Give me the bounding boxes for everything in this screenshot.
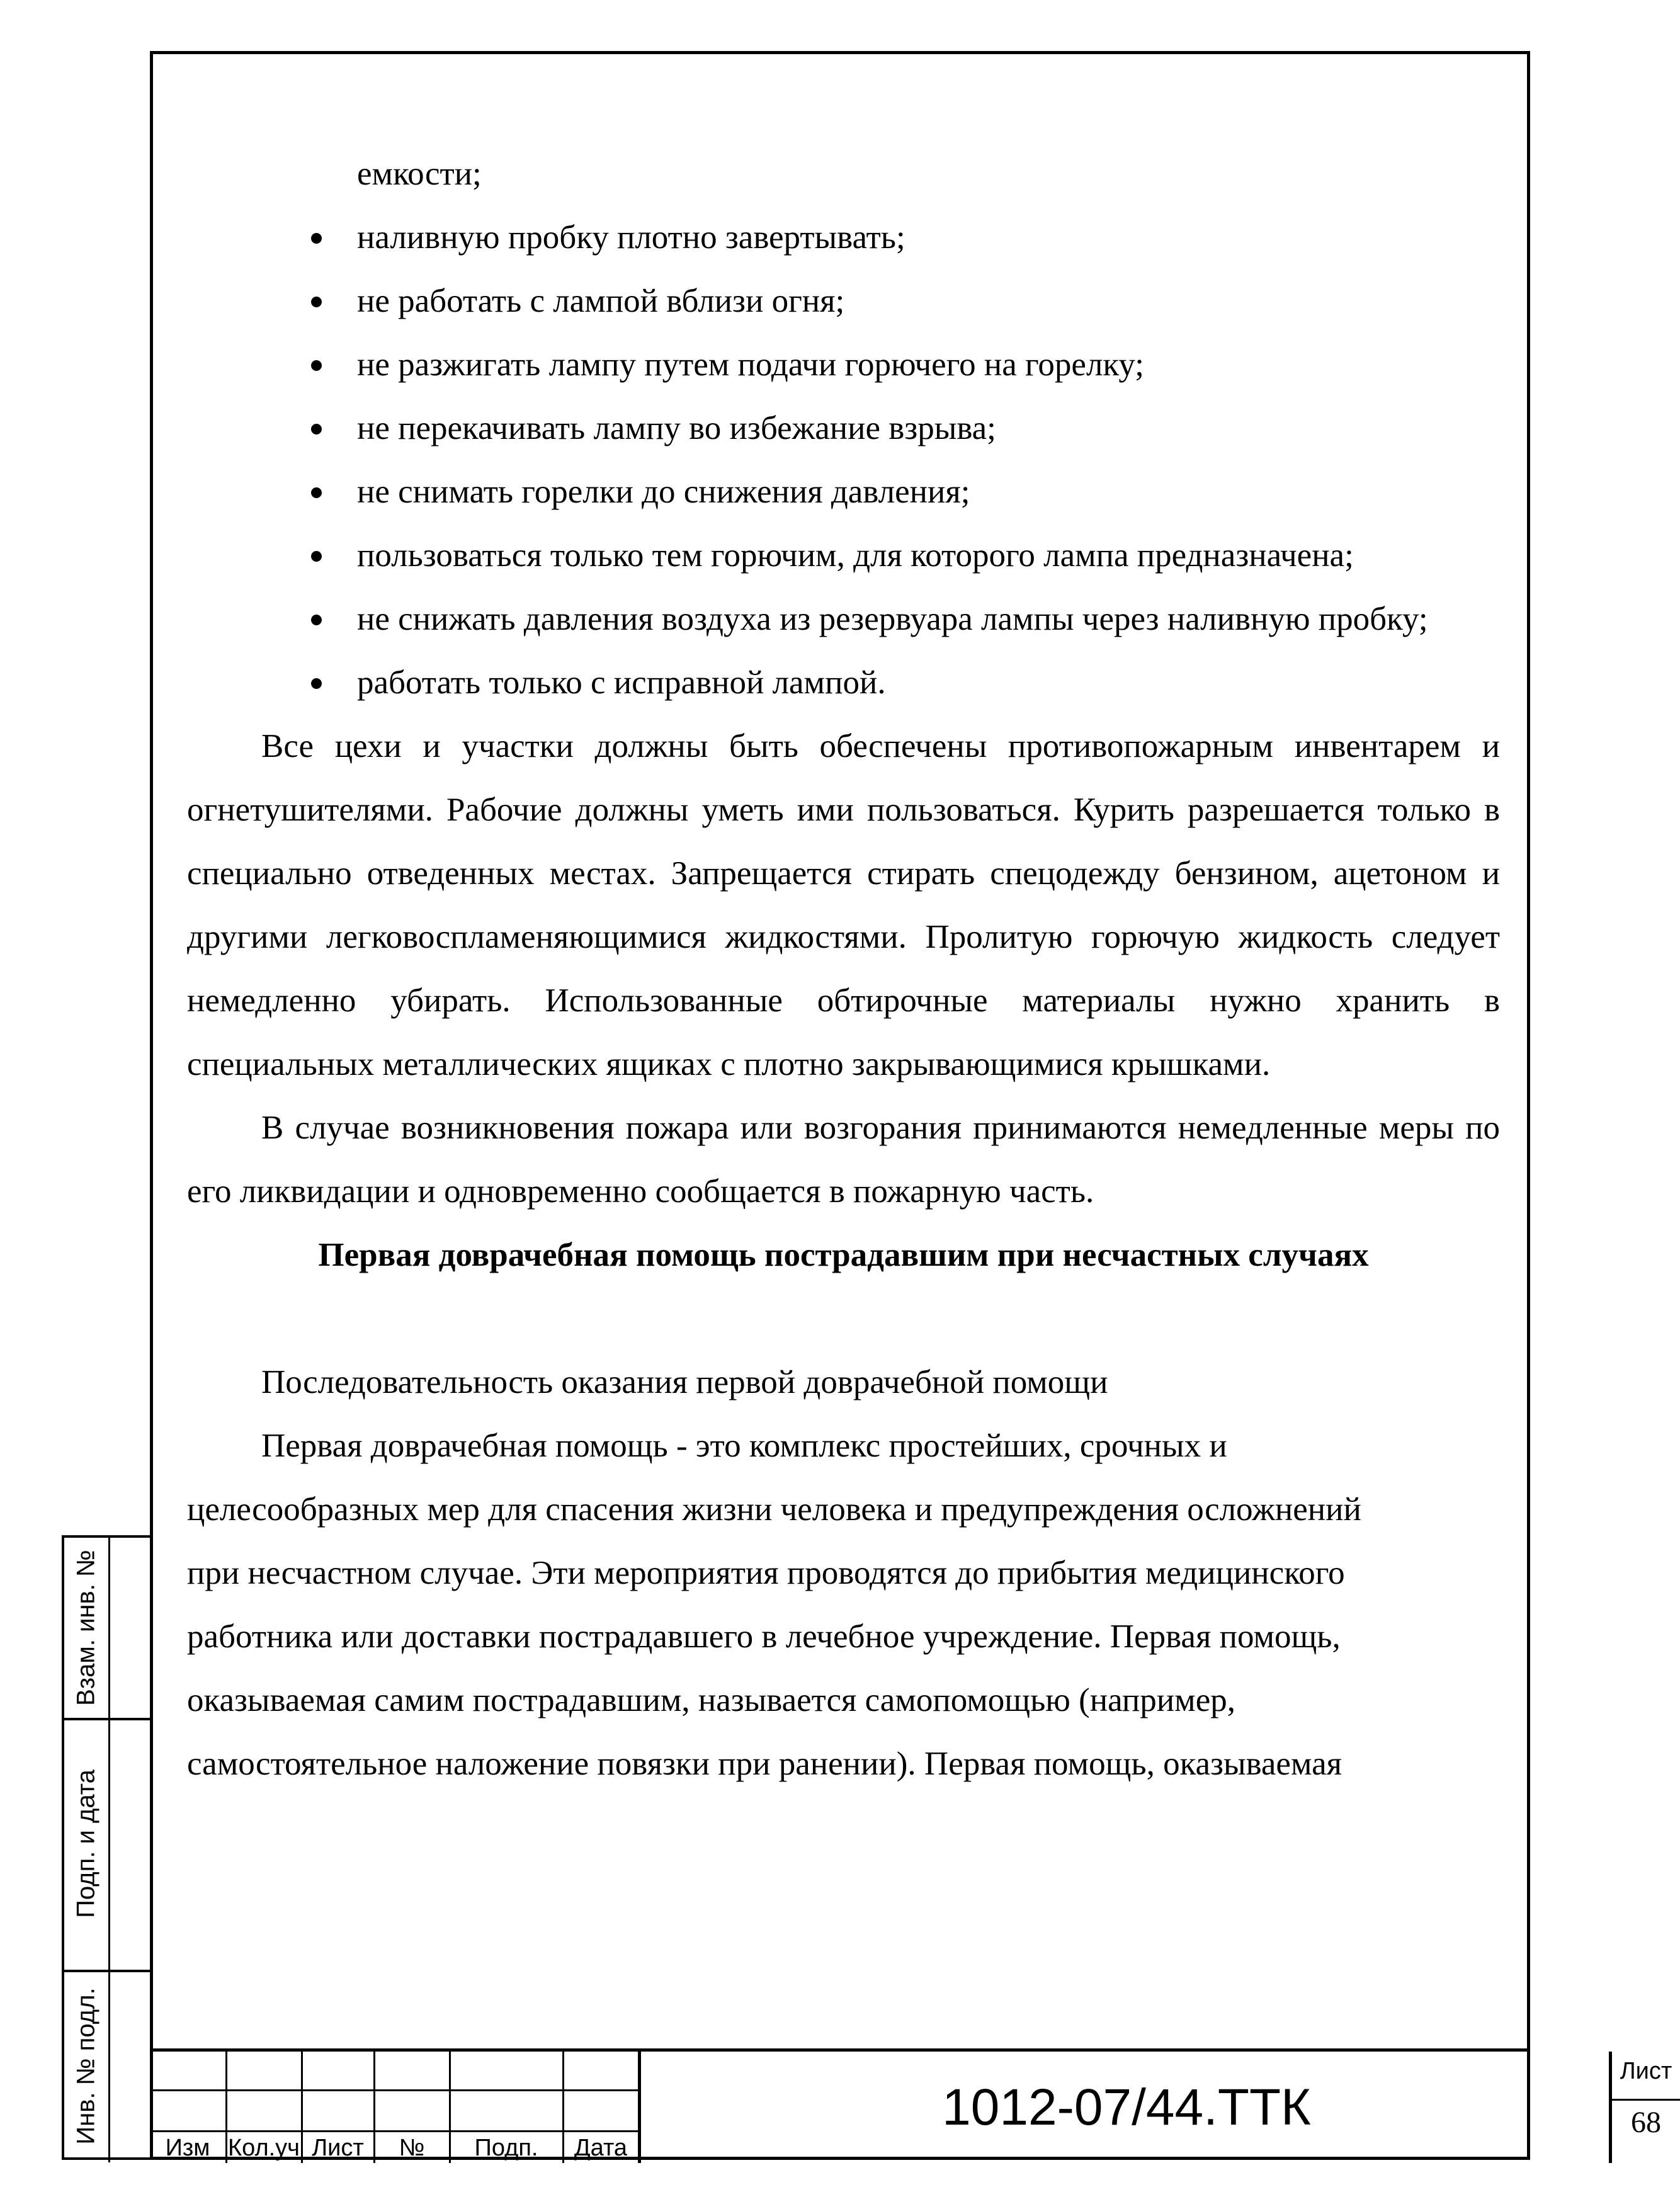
side-label-original-inv: Инв. № подл.	[72, 1987, 100, 2145]
subheading: Последовательность оказания первой доврачебной помощи	[261, 1364, 1108, 1400]
document-code: 1012-07/44.ТТК	[942, 2079, 1311, 2136]
side-stamp-divider	[108, 1538, 110, 2162]
paragraph-first-aid-line: при несчастном случае. Эти мероприятия проводятся до прибытия медицинского	[187, 1555, 1345, 1591]
paragraph-fire-safety: Все цехи и участки должны быть обеспечены противопожарным инвентарем и огнетушителями. Рабочие должны уметь ими пользоваться. Курить разрешается только в специально отведенных местах. Запрещается стирать спецодежду бензином, ацетоном и другими легковоспламеняющимися жидкостями. Пролитую горючую жидкость следует немедленно убирать. Использованные обтирочные материалы нужно хранить в специальных металлических ящиках с плотно закрывающимися крышками.	[187, 728, 1500, 1082]
column-label-date: Дата	[574, 2135, 628, 2161]
paragraph-first-aid-line: Первая доврачебная помощь - это комплекс простейших, срочных и	[261, 1428, 1227, 1464]
bullet-icon	[311, 615, 322, 625]
column-label-number: №	[399, 2135, 425, 2161]
bullet-icon	[311, 233, 322, 244]
sheet-label: Лист	[1620, 2058, 1672, 2084]
sheet-number: 68	[1631, 2106, 1661, 2139]
bullet-icon	[311, 424, 322, 434]
bullet-icon	[311, 297, 322, 307]
list-item: пользоваться только тем горючим, для которого лампа предназначена;	[187, 524, 1500, 588]
side-stamp	[62, 1535, 150, 2160]
side-stamp-rule	[64, 1970, 152, 1972]
bullet-icon	[311, 487, 322, 498]
list-item: не снимать горелки до снижения давления;	[187, 460, 1500, 524]
list-item: наливную пробку плотно завертывать;	[187, 206, 1500, 270]
list-item: не разжигать лампу путем подачи горючего на горелку;	[187, 333, 1500, 397]
title-block-rule	[1612, 2099, 1680, 2101]
paragraph-first-aid-line: оказываемая самим пострадавшим, называется самопомощью (например,	[187, 1682, 1235, 1718]
title-block-rule	[150, 2130, 641, 2132]
list-item: не снижать давления воздуха из резервуара лампы через наливную пробку;	[187, 588, 1500, 651]
paragraph-fire-response: В случае возникновения пожара или возгорания принимаются немедленные меры по его ликвидации и одновременно сообщается в пожарную часть.	[187, 1110, 1500, 1210]
side-label-replacement-inv: Взам. инв. №	[72, 1550, 100, 1706]
safety-rules-list	[187, 206, 1500, 715]
paragraph-first-aid-line: работника или доставки пострадавшего в лечебное учреждение. Первая помощь,	[187, 1618, 1341, 1655]
paragraph-first-aid-line: целесообразных мер для спасения жизни человека и предупреждения осложнений	[187, 1491, 1361, 1528]
column-label-revision: Изм	[165, 2135, 210, 2161]
section-heading: Первая доврачебная помощь пострадавшим при несчастных случаях	[318, 1237, 1369, 1273]
title-block	[150, 2048, 1672, 2161]
column-label-quantity: Кол.уч	[228, 2135, 300, 2161]
paragraph-first-aid-line: самостоятельное наложение повязки при ранении). Первая помощь, оказываемая	[187, 1746, 1342, 1782]
continued-line: емкости;	[357, 156, 482, 192]
column-label-signature: Подп.	[474, 2135, 538, 2161]
column-label-sheet: Лист	[312, 2135, 364, 2161]
bullet-icon	[311, 551, 322, 562]
bullet-icon	[311, 678, 322, 689]
document-body	[187, 142, 1500, 1796]
list-item: не работать с лампой вблизи огня;	[187, 270, 1500, 333]
bullet-icon	[311, 360, 322, 371]
side-stamp-rule	[64, 1718, 152, 1720]
side-label-signature-date: Подп. и дата	[72, 1769, 100, 1918]
title-block-rule	[150, 2089, 641, 2091]
list-item: работать только с исправной лампой.	[187, 651, 1500, 715]
list-item: не перекачивать лампу во избежание взрыва;	[187, 397, 1500, 460]
